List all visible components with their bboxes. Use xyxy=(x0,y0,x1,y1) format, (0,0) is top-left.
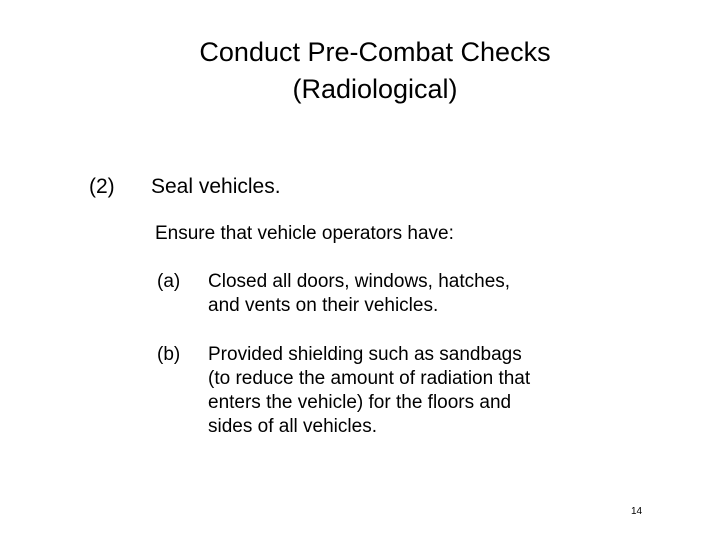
subitem-a-text xyxy=(208,270,648,318)
subitem-a-label: (a) xyxy=(157,271,181,292)
title-line-2: (Radiological) xyxy=(292,74,458,104)
subitem-b-label: (b) xyxy=(157,344,181,365)
subitem-b-line: (to reduce the amount of radiation that xyxy=(208,368,531,389)
slide-title xyxy=(0,34,720,108)
subitem-a-line: and vents on their vehicles. xyxy=(208,295,439,316)
item-text: Seal vehicles. xyxy=(151,175,281,198)
page-number: 14 xyxy=(631,506,643,517)
title-line-1: Conduct Pre-Combat Checks xyxy=(199,37,551,67)
subitem-b-line: enters the vehicle) for the floors and xyxy=(208,392,512,413)
subitem-b-text xyxy=(208,343,648,439)
subitem-b-line: Provided shielding such as sandbags xyxy=(208,344,522,365)
subitem-a-line: Closed all doors, windows, hatches, xyxy=(208,271,511,292)
subitem-b-line: sides of all vehicles. xyxy=(208,416,377,437)
intro-text: Ensure that vehicle operators have: xyxy=(155,223,454,244)
item-number: (2) xyxy=(89,175,115,198)
